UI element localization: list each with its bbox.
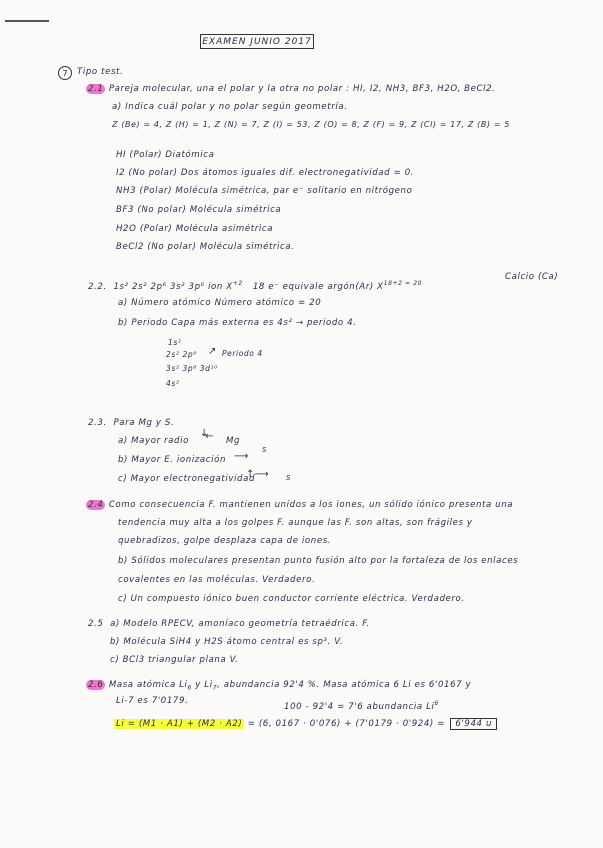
q26-line1 (86, 680, 471, 692)
q21-i2: I2 (No polar) Dos átomos iguales dif. electronegatividad = 0. (116, 168, 415, 178)
q26-text-c: , abundancia 92'4 %. Masa atómica 6 Li es 6'0167 y (217, 680, 472, 690)
q25-a: a) Modelo RPECV, amoníaco geometría tetraédrica. F. (110, 619, 370, 629)
q24-line1 (86, 500, 513, 510)
q21-label: 2.1 (88, 84, 104, 94)
q23-b-el: S (262, 446, 268, 454)
q26-label: 2.6 (88, 680, 104, 690)
q22-sum: 18+2 = 20 (383, 280, 423, 287)
q26-formula: Li = (M1 · A1) + (M2 · A2) (116, 719, 243, 729)
radius-arrow-icon: ↓ (200, 428, 209, 439)
q22-label: 2.2. (88, 281, 107, 292)
q24-b1: b) Sólidos moleculares presentan punto fusión alto por la fortaleza de los enlaces (118, 556, 519, 566)
q26-abundance: 100 - 92'4 = 7'6 abundancia Li (284, 701, 435, 712)
q22-cfg3: 3s² 3p⁶ 3d¹⁰ (166, 364, 218, 373)
q25-label: 2.5 (88, 619, 104, 629)
q26-iso2: 7 (212, 684, 218, 692)
q22-equiv: 18 e⁻ equivale argón(Ar) X (252, 281, 384, 292)
q26-line2b (284, 700, 439, 712)
top-dash-mark (5, 20, 49, 22)
q25-line (88, 619, 370, 629)
q22-a: a) Número atómico Número atómico = 20 (118, 298, 322, 308)
q23-text: Para Mg y S. (113, 418, 175, 428)
q24-line2: tendencia muy alta a los golpes F. aunque las F. son altas, son frágiles y (118, 518, 473, 528)
q24-b2: covalentes en las moléculas. Verdadero. (118, 575, 316, 585)
q26-result: 6'944 u (450, 718, 497, 730)
period-arrow-icon: ↗ (208, 346, 217, 357)
q23-label: 2.3. (88, 418, 107, 428)
q25-c: c) BCl3 triangular plana V. (110, 655, 239, 665)
q21-h2o: H2O (Polar) Molécula asimétrica (116, 224, 274, 234)
q22-line1 (88, 280, 422, 292)
q21-hi: HI (Polar) Diatómica (116, 150, 215, 160)
q21-line3: Z (Be) = 4, Z (H) = 1, Z (N) = 7, Z (I) = 53, Z (O) = 8, Z (F) = 9, Z (Cl) = 17, Z (B) = 5 (112, 120, 510, 129)
q21-becl2: BeCl2 (No polar) Molécula simétrica. (116, 242, 295, 252)
q26-abundance-iso: 6 (434, 700, 439, 707)
q23-line (88, 418, 174, 428)
q24-c: c) Un compuesto iónico buen conductor corriente eléctrica. Verdadero. (118, 594, 465, 604)
q23-b: b) Mayor E. ionización (118, 455, 226, 465)
radius-arrow-left-icon: ← (205, 431, 214, 442)
q24-line3: quebradizos, golpe desplaza capa de iones. (118, 536, 332, 546)
electroneg-arrow-icon: ↑⟶ (246, 469, 269, 480)
q23-c-el: S (286, 474, 292, 482)
q23-c: c) Mayor electronegatividad (118, 474, 256, 484)
q26-calc: = (6, 0167 · 0'076) + (7'0179 · 0'924) = (247, 719, 446, 729)
exam-title: EXAMEN JUNIO 2017 (200, 34, 314, 49)
q22-cfg2b: Periodo 4 (222, 349, 263, 358)
q25-b: b) Molécula SiH4 y H2S átomo central es sp³. V. (110, 637, 344, 647)
q22-element: Calcio (Ca) (505, 272, 559, 282)
q21-line2: a) Indica cuál polar y no polar según geometría. (112, 102, 348, 112)
question-heading: Tipo test. (77, 67, 124, 77)
q22-cfg4: 4s² (166, 379, 180, 388)
q23-a: a) Mayor radio (118, 436, 189, 446)
q22-cfg1: 1s² (168, 338, 182, 347)
q26-calc-line (114, 718, 497, 730)
q26-text-b: y Li (191, 680, 213, 690)
q21-nh3: NH3 (Polar) Molécula simétrica, par e⁻ solitario en nitrógeno (116, 186, 413, 196)
q22-cfg2: 2s² 2p⁶ (166, 350, 197, 359)
q23-a-el: Mg (226, 436, 241, 446)
q21-text1: Pareja molecular, una el polar y la otra no polar : HI, I2, NH3, BF3, H2O, BeCl2. (108, 84, 496, 94)
q26-iso1: 6 (187, 684, 192, 692)
q26-line2: Li-7 es 7'0179. (116, 696, 189, 706)
q24-label: 2.4 (88, 500, 104, 510)
q22-config: 1s² 2s² 2p⁶ 3s² 3p⁶ ion X (113, 281, 233, 292)
q22-b: b) Periodo Capa más externa es 4s² → periodo 4. (118, 318, 357, 328)
question-number: 7 (58, 66, 72, 80)
ionization-arrow-icon: ⟶ (234, 451, 249, 462)
q21-bf3: BF3 (No polar) Molécula simétrica (116, 205, 282, 215)
q21-line1 (86, 84, 495, 94)
q26-text-a: Masa atómica Li (108, 680, 188, 690)
q22-charge: +2 (232, 280, 243, 287)
q24-text1: Como consecuencia F. mantienen unidos a los iones, un sólido iónico presenta una (108, 500, 514, 510)
